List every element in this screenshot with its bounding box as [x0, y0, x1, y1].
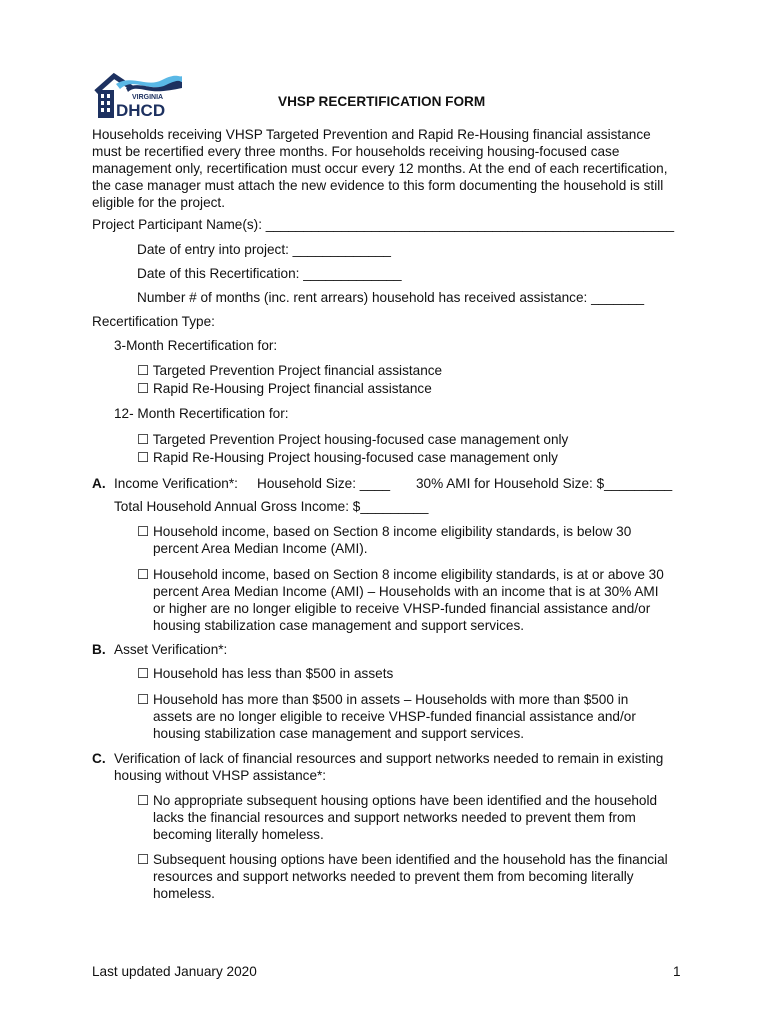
no-housing-option-cont-2: becoming literally homeless. — [153, 827, 324, 842]
intro-line-1: Households receiving VHSP Targeted Prevention and Rapid Re-Housing financial assistance — [92, 127, 651, 142]
assets-more-option-cont-2: housing stabilization case management and support services. — [153, 726, 525, 741]
income-below-option-cont: percent Area Median Income (AMI). — [153, 541, 368, 556]
intro-line-5: eligible for the project. — [92, 195, 225, 210]
income-above-option[interactable]: ☐ Household income, based on Section 8 income eligibility standards, is at or above 30 — [137, 567, 664, 582]
income-above-option-cont-3: housing stabilization case management and support services. — [153, 618, 525, 633]
income-above-option-cont-1: percent Area Median Income (AMI) – Households with an income that is at 30% AMI — [153, 584, 659, 599]
household-size-field[interactable]: Household Size: ____ — [257, 476, 391, 491]
participant-names-field[interactable]: Project Participant Name(s): ______________________________________________________ — [92, 217, 675, 232]
twelve-month-option-rrh[interactable]: ☐ Rapid Re-Housing Project housing-focused case management only — [137, 450, 558, 465]
assets-more-option[interactable]: ☐ Household has more than $500 in assets – Households with more than $500 in — [137, 692, 629, 707]
total-income-field[interactable]: Total Household Annual Gross Income: $_________ — [114, 499, 429, 514]
page-number: 1 — [673, 964, 681, 979]
months-assistance-field[interactable]: Number # of months (inc. rent arrears) household has received assistance: _______ — [137, 290, 645, 305]
section-c-label-2: housing without VHSP assistance*: — [114, 768, 327, 783]
housing-identified-option-cont-1: resources and support networks needed to prevent them from becoming literally — [153, 869, 634, 884]
no-housing-option[interactable]: ☐ No appropriate subsequent housing options have been identified and the household — [137, 793, 658, 808]
no-housing-option-cont-1: lacks the financial resources and support networks needed to prevent them from — [153, 810, 636, 825]
intro-line-3: management only, recertification must occur every 12 months. At the end of each recertification, — [92, 161, 668, 176]
footer-updated: Last updated January 2020 — [92, 964, 257, 979]
intro-line-2: must be recertified every three months. For households receiving housing-focused case — [92, 144, 620, 159]
three-month-label: 3-Month Recertification for: — [114, 338, 278, 353]
assets-more-option-cont-1: assets are no longer eligible to receive VHSP-funded financial assistance and/or — [153, 709, 636, 724]
section-a-label: Income Verification*: — [114, 476, 238, 491]
form-title: VHSP RECERTIFICATION FORM — [278, 94, 486, 109]
income-above-option-cont-2: or higher are no longer eligible to receive VHSP-funded financial assistance and/or — [153, 601, 651, 616]
three-month-option-tp[interactable]: ☐ Targeted Prevention Project financial assistance — [137, 363, 443, 378]
three-month-option-rrh[interactable]: ☐ Rapid Re-Housing Project financial assistance — [137, 381, 432, 396]
section-b-letter: B. — [92, 642, 106, 657]
section-b-label: Asset Verification*: — [114, 642, 228, 657]
income-below-option[interactable]: ☐ Household income, based on Section 8 income eligibility standards, is below 30 — [137, 524, 632, 539]
section-a-letter: A. — [92, 476, 106, 491]
housing-identified-option-cont-2: homeless. — [153, 886, 215, 901]
section-c-letter: C. — [92, 751, 106, 766]
logo-dhcd-text: DHCD — [116, 101, 166, 120]
housing-identified-option[interactable]: ☐ Subsequent housing options have been identified and the household has the financial — [137, 852, 668, 867]
date-entry-field[interactable]: Date of entry into project: _____________ — [137, 242, 391, 257]
dhcd-logo — [92, 70, 184, 120]
recert-type-label: Recertification Type: — [92, 314, 215, 329]
intro-line-4: the case manager must attach the new evidence to this form documenting the household is still — [92, 178, 664, 193]
logo-virginia-text: VIRGINIA — [132, 94, 164, 101]
ami-field[interactable]: 30% AMI for Household Size: $_________ — [416, 476, 673, 491]
assets-less-option[interactable]: ☐ Household has less than $500 in assets — [137, 666, 394, 681]
twelve-month-option-tp[interactable]: ☐ Targeted Prevention Project housing-focused case management only — [137, 432, 569, 447]
date-recert-field[interactable]: Date of this Recertification: _____________ — [137, 266, 402, 281]
twelve-month-label: 12- Month Recertification for: — [114, 406, 289, 421]
section-c-label-1: Verification of lack of financial resources and support networks needed to remain in existing — [114, 751, 664, 766]
